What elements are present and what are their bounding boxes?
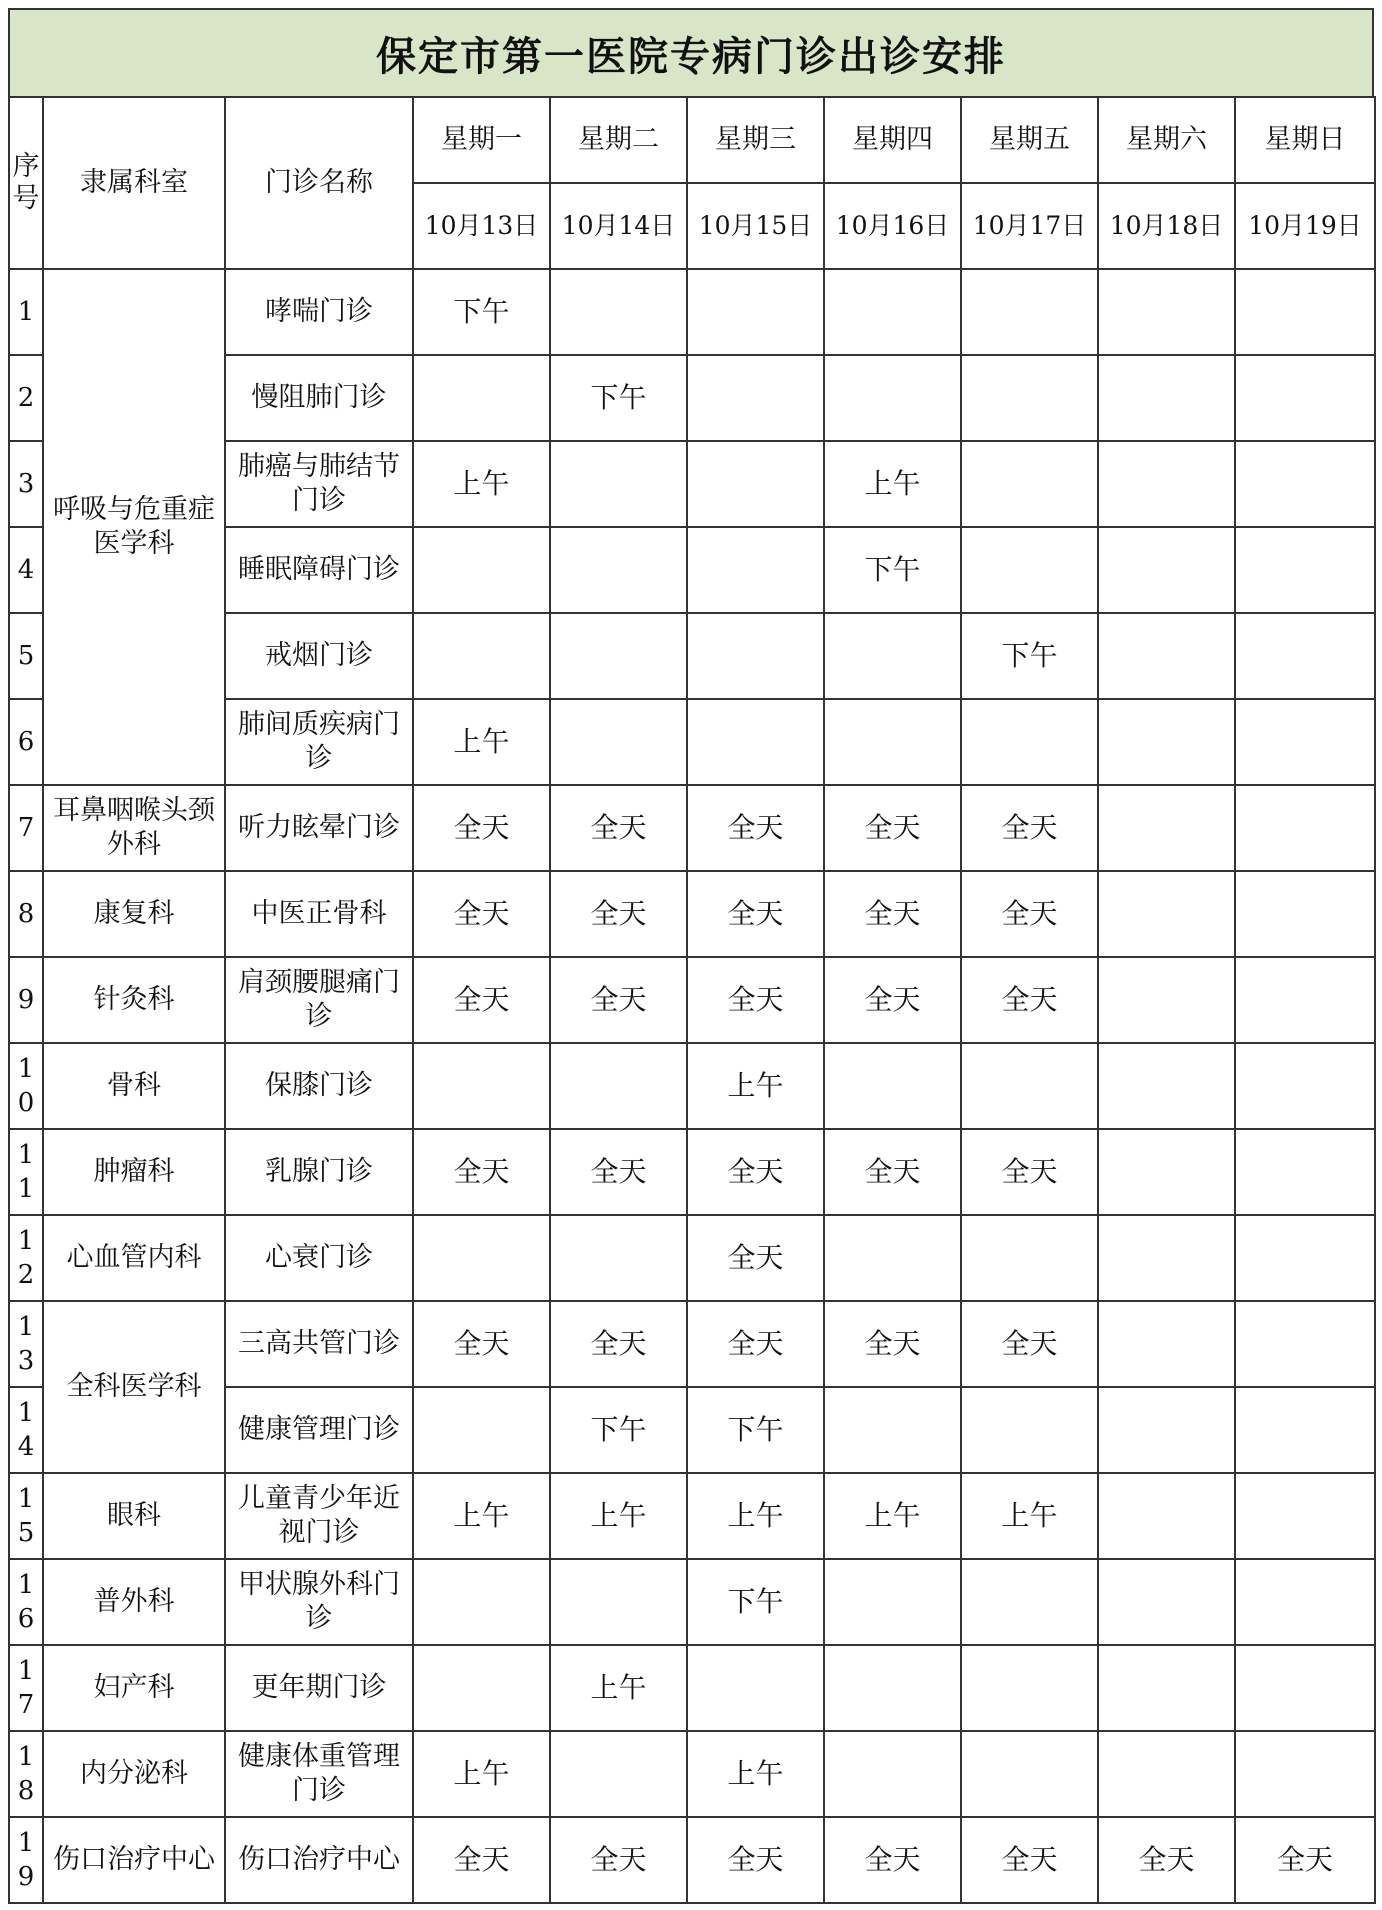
schedule-cell: [1235, 1301, 1375, 1387]
schedule-cell: [413, 613, 550, 699]
schedule-cell: [1235, 613, 1375, 699]
table-row: [9, 957, 1375, 1043]
table-row: [9, 1301, 1375, 1387]
row-index: 16: [9, 1559, 43, 1645]
schedule-cell: 全天: [413, 1301, 550, 1387]
clinic-name-cell: 戒烟门诊: [225, 613, 413, 699]
schedule-cell: [1235, 1387, 1375, 1473]
schedule-cell: 下午: [550, 355, 687, 441]
schedule-cell: 全天: [824, 1301, 961, 1387]
schedule-cell: [413, 1387, 550, 1473]
department-cell: 骨科: [43, 1043, 225, 1129]
header-date: 10月17日: [961, 183, 1098, 269]
header-weekday: 星期六: [1098, 97, 1235, 183]
schedule-cell: [1098, 1559, 1235, 1645]
schedule-cell: [1098, 1731, 1235, 1817]
department-cell: 心血管内科: [43, 1215, 225, 1301]
clinic-name-cell: 肺间质疾病门诊: [225, 699, 413, 785]
schedule-cell: 全天: [687, 1301, 824, 1387]
schedule-cell: [1098, 871, 1235, 957]
schedule-cell: 上午: [687, 1731, 824, 1817]
clinic-name-cell: 健康管理门诊: [225, 1387, 413, 1473]
schedule-cell: [961, 1645, 1098, 1731]
schedule-cell: 下午: [961, 613, 1098, 699]
schedule-cell: [550, 1215, 687, 1301]
row-index: 17: [9, 1645, 43, 1731]
row-index: 18: [9, 1731, 43, 1817]
row-index: 5: [9, 613, 43, 699]
table-row: [9, 1731, 1375, 1817]
schedule-cell: [961, 269, 1098, 355]
schedule-cell: 全天: [824, 957, 961, 1043]
schedule-cell: 全天: [961, 957, 1098, 1043]
schedule-cell: 全天: [687, 1129, 824, 1215]
clinic-name-cell: 肺癌与肺结节门诊: [225, 441, 413, 527]
schedule-cell: [1235, 871, 1375, 957]
schedule-cell: 全天: [687, 1817, 824, 1903]
schedule-cell: [687, 441, 824, 527]
table-row: [9, 1817, 1375, 1903]
schedule-cell: 全天: [824, 1817, 961, 1903]
schedule-table: [8, 96, 1376, 1904]
row-index: 4: [9, 527, 43, 613]
schedule-cell: 全天: [961, 1129, 1098, 1215]
schedule-cell: [413, 1215, 550, 1301]
schedule-cell: 全天: [824, 785, 961, 871]
schedule-cell: [550, 441, 687, 527]
department-cell: 耳鼻咽喉头颈外科: [43, 785, 225, 871]
table-row: [9, 871, 1375, 957]
schedule-cell: [824, 613, 961, 699]
schedule-cell: 全天: [961, 871, 1098, 957]
schedule-cell: 下午: [824, 527, 961, 613]
schedule-cell: [961, 699, 1098, 785]
schedule-cell: 上午: [687, 1043, 824, 1129]
table-row: [9, 1559, 1375, 1645]
schedule-cell: 全天: [550, 1129, 687, 1215]
row-index: 8: [9, 871, 43, 957]
schedule-cell: [961, 355, 1098, 441]
department-cell: 眼科: [43, 1473, 225, 1559]
department-cell: 肿瘤科: [43, 1129, 225, 1215]
schedule-cell: 下午: [687, 1559, 824, 1645]
department-cell: 康复科: [43, 871, 225, 957]
schedule-cell: [1098, 1387, 1235, 1473]
table-row: [9, 785, 1375, 871]
clinic-name-cell: 哮喘门诊: [225, 269, 413, 355]
clinic-name-cell: 心衰门诊: [225, 1215, 413, 1301]
schedule-cell: [1235, 269, 1375, 355]
clinic-name-cell: 睡眠障碍门诊: [225, 527, 413, 613]
department-cell: 妇产科: [43, 1645, 225, 1731]
schedule-cell: [687, 613, 824, 699]
schedule-sheet: [8, 8, 1374, 1904]
clinic-name-cell: 甲状腺外科门诊: [225, 1559, 413, 1645]
schedule-cell: [961, 527, 1098, 613]
schedule-cell: [1235, 1043, 1375, 1129]
schedule-cell: [550, 1043, 687, 1129]
schedule-cell: 上午: [413, 1473, 550, 1559]
schedule-cell: [1235, 957, 1375, 1043]
schedule-cell: [687, 355, 824, 441]
schedule-cell: [1235, 1645, 1375, 1731]
schedule-cell: [550, 613, 687, 699]
row-index: 11: [9, 1129, 43, 1215]
table-row: [9, 1473, 1375, 1559]
schedule-cell: 全天: [550, 1301, 687, 1387]
clinic-name-cell: 慢阻肺门诊: [225, 355, 413, 441]
header-weekday: 星期三: [687, 97, 824, 183]
header-date: 10月13日: [413, 183, 550, 269]
schedule-cell: 全天: [961, 1817, 1098, 1903]
table-row: [9, 1215, 1375, 1301]
schedule-cell: 全天: [413, 785, 550, 871]
schedule-cell: [1235, 699, 1375, 785]
table-row: [9, 1645, 1375, 1731]
schedule-cell: [1235, 785, 1375, 871]
schedule-cell: [824, 1387, 961, 1473]
schedule-cell: 全天: [550, 785, 687, 871]
schedule-cell: [413, 527, 550, 613]
schedule-cell: [413, 1043, 550, 1129]
header-department: 隶属科室: [43, 97, 225, 269]
schedule-cell: [961, 1043, 1098, 1129]
schedule-cell: [1098, 1645, 1235, 1731]
schedule-cell: 全天: [687, 957, 824, 1043]
clinic-name-cell: 保膝门诊: [225, 1043, 413, 1129]
schedule-cell: [413, 1645, 550, 1731]
schedule-cell: [1098, 1301, 1235, 1387]
schedule-cell: [1098, 1129, 1235, 1215]
header-date: 10月16日: [824, 183, 961, 269]
schedule-cell: 全天: [961, 1301, 1098, 1387]
clinic-name-cell: 健康体重管理门诊: [225, 1731, 413, 1817]
clinic-name-cell: 更年期门诊: [225, 1645, 413, 1731]
row-index: 15: [9, 1473, 43, 1559]
schedule-cell: 全天: [550, 1817, 687, 1903]
schedule-cell: [1235, 441, 1375, 527]
row-index: 7: [9, 785, 43, 871]
header-date: 10月18日: [1098, 183, 1235, 269]
schedule-cell: [961, 1559, 1098, 1645]
schedule-cell: 全天: [1235, 1817, 1375, 1903]
schedule-cell: [961, 441, 1098, 527]
schedule-cell: 上午: [550, 1473, 687, 1559]
clinic-name-cell: 伤口治疗中心: [225, 1817, 413, 1903]
schedule-cell: [550, 1731, 687, 1817]
schedule-cell: [1098, 269, 1235, 355]
schedule-cell: [687, 269, 824, 355]
schedule-cell: [824, 1645, 961, 1731]
schedule-cell: [824, 699, 961, 785]
header-date: 10月19日: [1235, 183, 1375, 269]
schedule-cell: 全天: [687, 1215, 824, 1301]
schedule-cell: [1235, 1473, 1375, 1559]
schedule-cell: [824, 1215, 961, 1301]
schedule-cell: 上午: [824, 441, 961, 527]
schedule-cell: [687, 527, 824, 613]
schedule-cell: [1098, 1043, 1235, 1129]
clinic-name-cell: 三高共管门诊: [225, 1301, 413, 1387]
schedule-cell: 上午: [413, 441, 550, 527]
clinic-name-cell: 儿童青少年近视门诊: [225, 1473, 413, 1559]
schedule-cell: 全天: [961, 785, 1098, 871]
schedule-cell: [961, 1215, 1098, 1301]
schedule-cell: [1098, 957, 1235, 1043]
schedule-cell: 全天: [550, 957, 687, 1043]
schedule-cell: [1098, 441, 1235, 527]
schedule-cell: 全天: [550, 871, 687, 957]
clinic-name-cell: 中医正骨科: [225, 871, 413, 957]
header-date: 10月15日: [687, 183, 824, 269]
header-index: 序号: [9, 97, 43, 269]
schedule-cell: [687, 1645, 824, 1731]
schedule-cell: 上午: [961, 1473, 1098, 1559]
schedule-cell: [1235, 1731, 1375, 1817]
schedule-cell: [1235, 1215, 1375, 1301]
schedule-cell: 上午: [687, 1473, 824, 1559]
schedule-cell: [1098, 785, 1235, 871]
page-title: 保定市第一医院专病门诊出诊安排: [8, 8, 1374, 96]
schedule-cell: 上午: [824, 1473, 961, 1559]
row-index: 14: [9, 1387, 43, 1473]
schedule-cell: 全天: [824, 1129, 961, 1215]
schedule-cell: [1098, 527, 1235, 613]
department-cell: 内分泌科: [43, 1731, 225, 1817]
schedule-cell: [550, 1559, 687, 1645]
header-weekday: 星期二: [550, 97, 687, 183]
schedule-cell: 上午: [413, 699, 550, 785]
schedule-cell: [824, 1043, 961, 1129]
schedule-cell: 全天: [687, 785, 824, 871]
schedule-cell: [961, 1731, 1098, 1817]
schedule-cell: [824, 1731, 961, 1817]
schedule-cell: [687, 699, 824, 785]
department-cell: 呼吸与危重症医学科: [43, 269, 225, 785]
schedule-cell: 下午: [413, 269, 550, 355]
schedule-cell: [413, 1559, 550, 1645]
table-row: [9, 269, 1375, 355]
table-row: [9, 1129, 1375, 1215]
header-clinic: 门诊名称: [225, 97, 413, 269]
schedule-cell: [550, 269, 687, 355]
schedule-cell: [1098, 613, 1235, 699]
schedule-cell: [1098, 355, 1235, 441]
row-index: 1: [9, 269, 43, 355]
header-weekday-row: [9, 97, 1375, 183]
schedule-cell: [1235, 1129, 1375, 1215]
header-weekday: 星期四: [824, 97, 961, 183]
row-index: 9: [9, 957, 43, 1043]
row-index: 10: [9, 1043, 43, 1129]
schedule-cell: [550, 699, 687, 785]
clinic-name-cell: 肩颈腰腿痛门诊: [225, 957, 413, 1043]
schedule-cell: [1235, 355, 1375, 441]
schedule-cell: [1098, 699, 1235, 785]
schedule-cell: 下午: [687, 1387, 824, 1473]
schedule-cell: 全天: [413, 957, 550, 1043]
schedule-cell: 上午: [413, 1731, 550, 1817]
department-cell: 全科医学科: [43, 1301, 225, 1473]
schedule-cell: 全天: [413, 1817, 550, 1903]
schedule-cell: [1098, 1473, 1235, 1559]
department-cell: 伤口治疗中心: [43, 1817, 225, 1903]
schedule-cell: [550, 527, 687, 613]
department-cell: 普外科: [43, 1559, 225, 1645]
schedule-body: [9, 269, 1375, 1903]
row-index: 13: [9, 1301, 43, 1387]
row-index: 19: [9, 1817, 43, 1903]
schedule-cell: 全天: [824, 871, 961, 957]
schedule-cell: 全天: [413, 1129, 550, 1215]
header-weekday: 星期一: [413, 97, 550, 183]
schedule-cell: [1235, 527, 1375, 613]
schedule-cell: [961, 1387, 1098, 1473]
clinic-name-cell: 乳腺门诊: [225, 1129, 413, 1215]
schedule-cell: 下午: [550, 1387, 687, 1473]
header-date: 10月14日: [550, 183, 687, 269]
schedule-cell: [413, 355, 550, 441]
row-index: 6: [9, 699, 43, 785]
department-cell: 针灸科: [43, 957, 225, 1043]
schedule-cell: [1098, 1215, 1235, 1301]
schedule-cell: 全天: [413, 871, 550, 957]
clinic-name-cell: 听力眩晕门诊: [225, 785, 413, 871]
schedule-cell: 上午: [550, 1645, 687, 1731]
schedule-cell: [824, 355, 961, 441]
row-index: 2: [9, 355, 43, 441]
schedule-cell: [824, 269, 961, 355]
schedule-cell: [1235, 1559, 1375, 1645]
header-weekday: 星期五: [961, 97, 1098, 183]
row-index: 3: [9, 441, 43, 527]
schedule-cell: 全天: [1098, 1817, 1235, 1903]
schedule-cell: [824, 1559, 961, 1645]
header-weekday: 星期日: [1235, 97, 1375, 183]
schedule-cell: 全天: [687, 871, 824, 957]
row-index: 12: [9, 1215, 43, 1301]
table-row: [9, 1043, 1375, 1129]
